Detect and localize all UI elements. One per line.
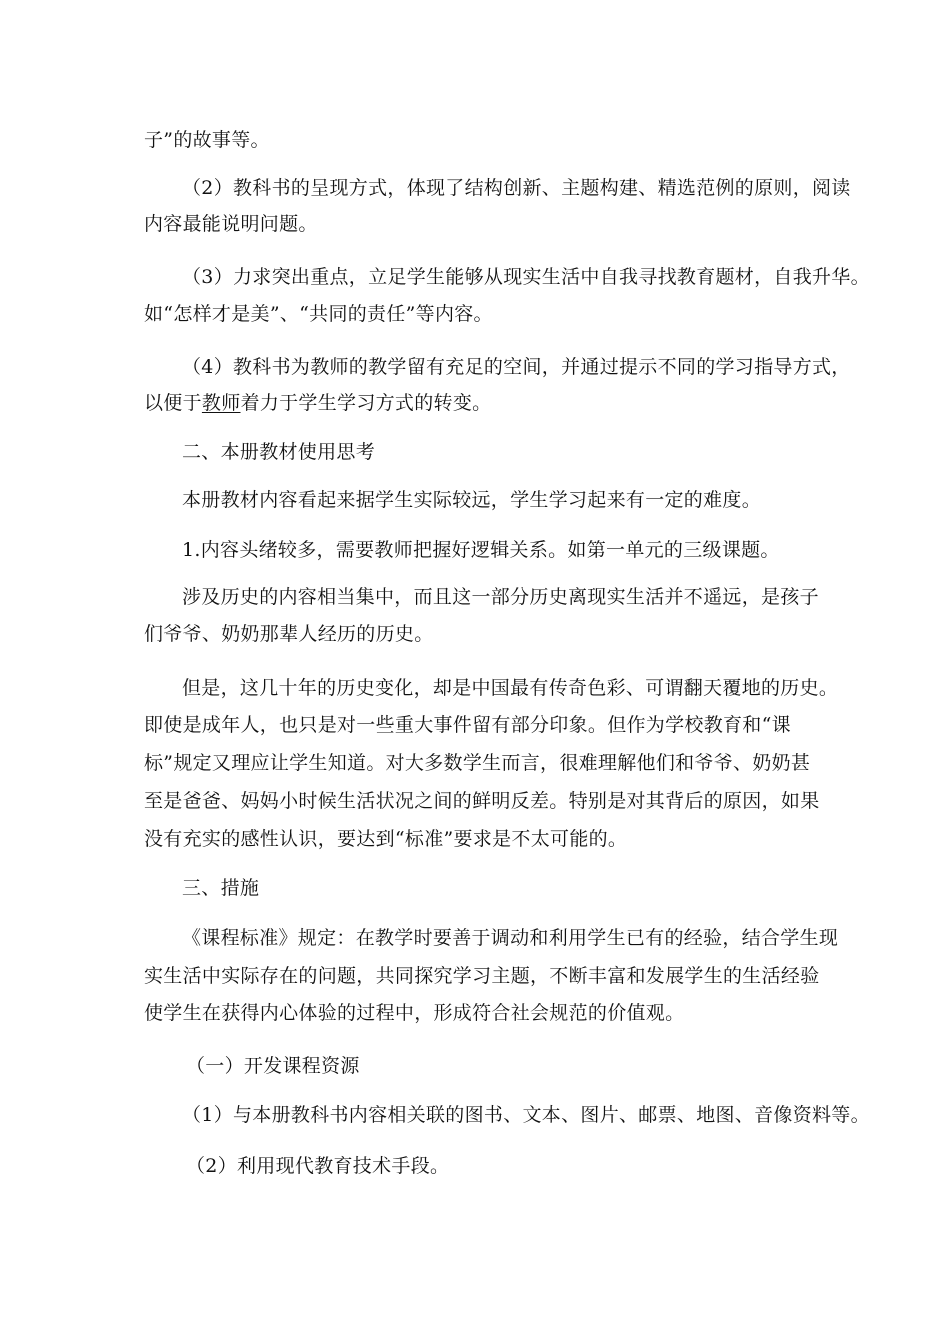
paragraph-line	[144, 391, 491, 415]
paragraph-line: 实生活中实际存在的问题，共同探究学习主题，不断丰富和发展学生的生活经验	[144, 965, 820, 987]
section-heading: 二、本册教材使用思考	[182, 441, 376, 463]
paragraph-line: 使学生在获得内心体验的过程中，形成符合社会规范的价值观。	[144, 1002, 685, 1024]
paragraph-line: 子”的故事等。	[144, 129, 270, 151]
paragraph-line: 如“怎样才是美”、“共同的责任”等内容。	[144, 303, 493, 325]
paragraph-line: 1.内容头绪较多，需要教师把握好逻辑关系。如第一单元的三级课题。	[182, 539, 780, 561]
paragraph-line: （3）力求突出重点，立足学生能够从现实生活中自我寻找教育题材，自我升华。	[182, 266, 870, 288]
paragraph-line: 标”规定又理应让学生知道。对大多数学生而言，很难理解他们和爷爷、奶奶甚	[144, 752, 811, 774]
paragraph-line: 内容最能说明问题。	[144, 213, 318, 235]
paragraph-line: （2）利用现代教育技术手段。	[186, 1155, 450, 1177]
paragraph-line: 涉及历史的内容相当集中，而且这一部分历史离现实生活并不遥远，是孩子	[182, 586, 819, 608]
underlined-word-teacher: 教师	[201, 392, 241, 414]
paragraph-line: （4）教科书为教师的教学留有充足的空间，并通过提示不同的学习指导方式，	[182, 356, 851, 378]
paragraph-line: 没有充实的感性认识，要达到“标准”要求是不太可能的。	[144, 828, 628, 850]
paragraph-line: 们爷爷、奶奶那辈人经历的历史。	[144, 623, 434, 645]
paragraph-line: （2）教科书的呈现方式，体现了结构创新、主题构建、精选范例的原则，阅读	[182, 177, 851, 199]
paragraph-line: 本册教材内容看起来据学生实际较远，学生学习起来有一定的难度。	[182, 489, 762, 511]
line-text: 以便于	[144, 392, 202, 414]
paragraph-line: 至是爸爸、妈妈小时候生活状况之间的鲜明反差。特别是对其背后的原因，如果	[144, 790, 820, 812]
paragraph-line: 即使是成年人，也只是对一些重大事件留有部分印象。但作为学校教育和“课	[144, 714, 791, 736]
paragraph-line: 但是，这几十年的历史变化，却是中国最有传奇色彩、可谓翻天覆地的历史。	[182, 677, 839, 699]
line-text: 着力于学生学习方式的转变。	[240, 392, 492, 414]
section-heading: 三、措施	[182, 877, 260, 899]
paragraph-line: 《课程标准》规定：在教学时要善于调动和利用学生已有的经验，结合学生现	[182, 927, 839, 949]
paragraph-line: （1）与本册教科书内容相关联的图书、文本、图片、邮票、地图、音像资料等。	[182, 1104, 870, 1126]
subsection-heading: （一）开发课程资源	[186, 1055, 360, 1077]
